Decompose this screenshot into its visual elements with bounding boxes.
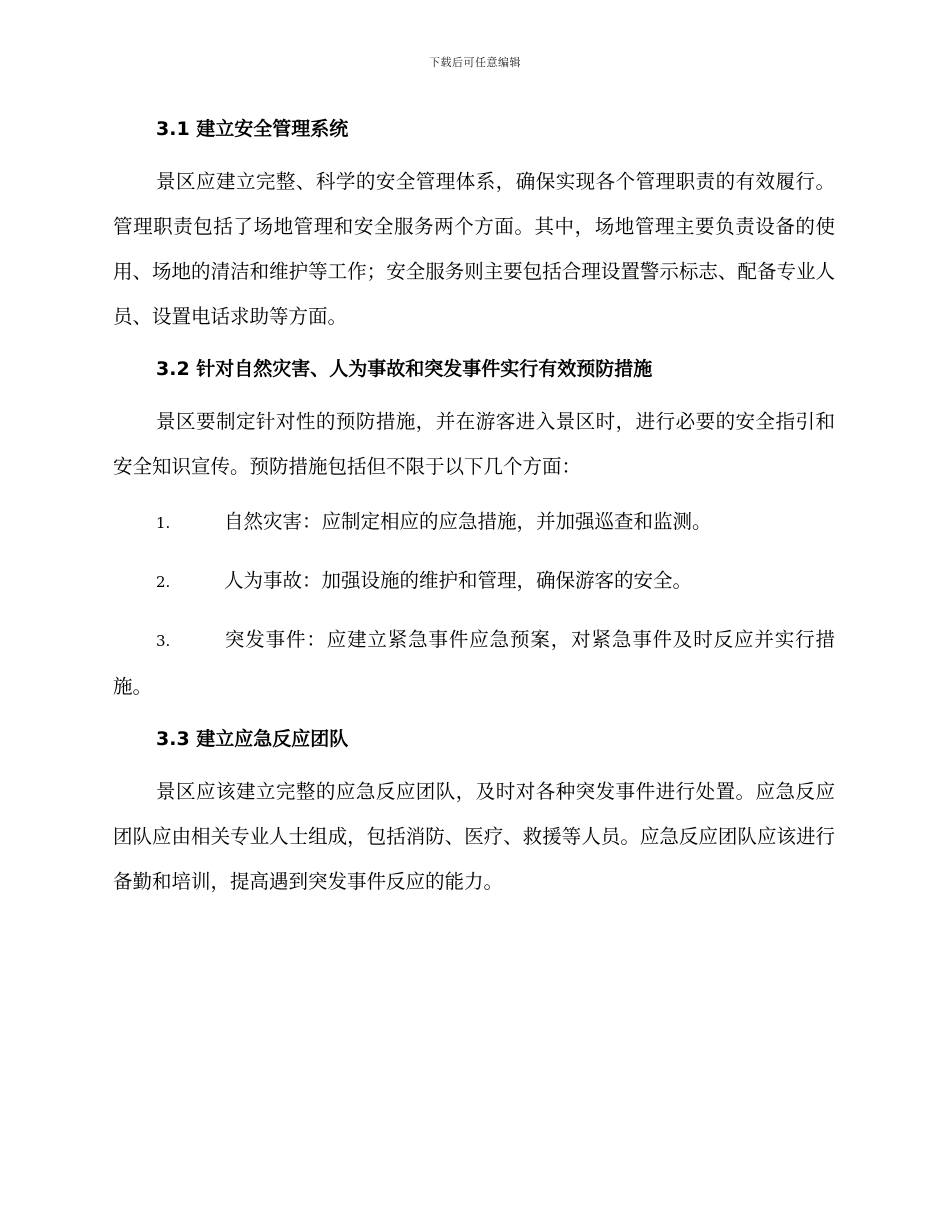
list-item [113,499,835,546]
list-item-text: 突发事件：应建立紧急事件应急预案，对紧急事件及时反应并实行措施。 [113,628,835,698]
list-item [113,617,835,709]
document-body [113,113,835,904]
list-item-number: 1. [156,514,171,532]
section-heading-3-3: 3.3 建立应急反应团队 [156,728,349,750]
header-note: 下载后可任意编辑 [429,56,521,69]
section-paragraph-3-2: 景区要制定针对性的预防措施，并在游客进入景区时，进行必要的安全指引和安全知识宣传。预防措施包括但不限于以下几个方面： [113,410,835,478]
numbered-list [113,499,835,709]
section-heading-3-2: 3.2 针对自然灾害、人为事故和突发事件实行有效预防措施 [156,358,653,380]
section-paragraph-3-1: 景区应建立完整、科学的安全管理体系，确保实现各个管理职责的有效履行。管理职责包括了场地管理和安全服务两个方面。其中，场地管理主要负责设备的使用、场地的清洁和维护等工作；安全服务则主要包括合理设置警示标志、配备专业人员、设置电话求助等方面。 [113,170,835,328]
list-item-number: 2. [156,573,171,591]
section-heading-3-1: 3.1 建立安全管理系统 [156,118,349,140]
list-item-text: 人为事故：加强设施的维护和管理，确保游客的安全。 [224,569,693,592]
list-item-text: 自然灾害：应制定相应的应急措施，并加强巡查和监测。 [224,510,712,533]
list-item-number: 3. [156,632,171,650]
list-item [113,558,835,605]
section-paragraph-3-3: 景区应该建立完整的应急反应团队，及时对各种突发事件进行处置。应急反应团队应由相关专业人士组成，包括消防、医疗、救援等人员。应急反应团队应该进行备勤和培训，提高遇到突发事件反应的能力。 [113,780,835,893]
